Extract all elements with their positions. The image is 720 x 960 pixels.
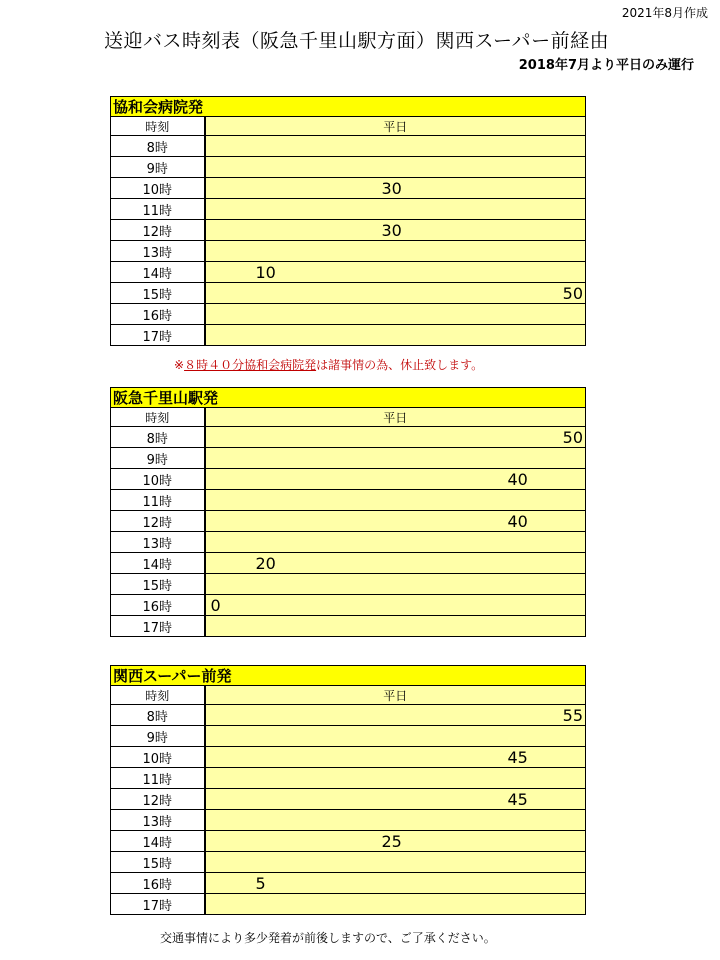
departure-cell <box>205 747 586 768</box>
departure-cell <box>205 283 586 304</box>
hour-cell: 14時 <box>111 831 205 852</box>
col-header-time: 時刻 <box>111 686 205 705</box>
table-row <box>111 852 586 873</box>
hour-cell: 15時 <box>111 852 205 873</box>
col-header-weekday: 平日 <box>205 408 586 427</box>
departure-cell <box>205 852 586 873</box>
departure-cell <box>205 304 586 325</box>
timetable-senriyama <box>110 387 586 637</box>
hour-cell: 17時 <box>111 894 205 915</box>
table-row <box>111 427 586 448</box>
header-row <box>111 408 586 427</box>
hour-cell: 14時 <box>111 262 205 283</box>
section-title: 阪急千里山駅発 <box>110 387 586 407</box>
table-row <box>111 199 586 220</box>
hour-cell: 11時 <box>111 199 205 220</box>
page-subtitle: 2018年7月より平日のみ運行 <box>518 58 694 73</box>
departure-cell <box>205 427 586 448</box>
table-row <box>111 304 586 325</box>
suspended-trip: ８時４０分協和会病院発 <box>184 358 317 372</box>
departure-cell <box>205 448 586 469</box>
hour-cell: 11時 <box>111 490 205 511</box>
departure-minute: 30 <box>381 179 402 198</box>
table-row <box>111 831 586 852</box>
col-header-time: 時刻 <box>111 117 205 136</box>
departure-cell <box>205 136 586 157</box>
table-row <box>111 262 586 283</box>
hour-cell: 17時 <box>111 325 205 346</box>
table-row <box>111 747 586 768</box>
timetable <box>110 407 586 637</box>
departure-minute: 40 <box>507 470 528 489</box>
hour-cell: 9時 <box>111 726 205 747</box>
departure-cell <box>205 325 586 346</box>
timetable <box>110 685 586 915</box>
departure-minute: 20 <box>255 554 276 573</box>
hour-cell: 16時 <box>111 873 205 894</box>
departure-cell <box>205 199 586 220</box>
table-row <box>111 469 586 490</box>
suspension-note: ※８時４０分協和会病院発は諸事情の為、休止致します。 <box>174 358 484 372</box>
section-title: 関西スーパー前発 <box>110 665 586 685</box>
table-row <box>111 283 586 304</box>
departure-cell <box>205 810 586 831</box>
departure-cell <box>205 574 586 595</box>
table-row <box>111 810 586 831</box>
created-date: 2021年8月作成 <box>621 6 708 20</box>
hour-cell: 9時 <box>111 448 205 469</box>
timetable <box>110 116 586 346</box>
table-row <box>111 574 586 595</box>
departure-cell <box>205 705 586 726</box>
hour-cell: 8時 <box>111 136 205 157</box>
departure-minute: 50 <box>562 284 583 303</box>
departure-minute: 0 <box>210 596 221 615</box>
col-header-weekday: 平日 <box>205 686 586 705</box>
departure-cell <box>205 241 586 262</box>
departure-minute: 30 <box>381 221 402 240</box>
departure-cell <box>205 157 586 178</box>
hour-cell: 12時 <box>111 511 205 532</box>
table-row <box>111 595 586 616</box>
hour-cell: 10時 <box>111 469 205 490</box>
table-row <box>111 553 586 574</box>
departure-cell <box>205 894 586 915</box>
page-title: 送迎バス時刻表（阪急千里山駅方面）関西スーパー前経由 <box>104 30 610 52</box>
departure-cell <box>205 831 586 852</box>
table-row <box>111 220 586 241</box>
hour-cell: 10時 <box>111 178 205 199</box>
table-row <box>111 178 586 199</box>
table-row <box>111 241 586 262</box>
col-header-weekday: 平日 <box>205 117 586 136</box>
hour-cell: 11時 <box>111 768 205 789</box>
departure-cell <box>205 726 586 747</box>
timetable-kyowakai <box>110 96 586 346</box>
hour-cell: 17時 <box>111 616 205 637</box>
table-row <box>111 789 586 810</box>
hour-cell: 8時 <box>111 427 205 448</box>
departure-cell <box>205 262 586 283</box>
table-row <box>111 894 586 915</box>
table-row <box>111 136 586 157</box>
timetable-kansai-super <box>110 665 586 915</box>
departure-minute: 45 <box>507 748 528 767</box>
hour-cell: 15時 <box>111 283 205 304</box>
table-row <box>111 705 586 726</box>
header-row <box>111 117 586 136</box>
departure-cell <box>205 789 586 810</box>
departure-cell <box>205 595 586 616</box>
header-row <box>111 686 586 705</box>
hour-cell: 13時 <box>111 241 205 262</box>
departure-cell <box>205 616 586 637</box>
hour-cell: 16時 <box>111 304 205 325</box>
hour-cell: 16時 <box>111 595 205 616</box>
table-row <box>111 511 586 532</box>
departure-minute: 50 <box>562 428 583 447</box>
departure-cell <box>205 553 586 574</box>
col-header-time: 時刻 <box>111 408 205 427</box>
departure-cell <box>205 768 586 789</box>
hour-cell: 8時 <box>111 705 205 726</box>
hour-cell: 13時 <box>111 532 205 553</box>
hour-cell: 10時 <box>111 747 205 768</box>
departure-minute: 55 <box>562 706 583 725</box>
departure-minute: 5 <box>255 874 266 893</box>
departure-cell <box>205 511 586 532</box>
departure-cell <box>205 469 586 490</box>
table-row <box>111 490 586 511</box>
table-row <box>111 157 586 178</box>
departure-cell <box>205 490 586 511</box>
table-row <box>111 616 586 637</box>
departure-minute: 40 <box>507 512 528 531</box>
hour-cell: 15時 <box>111 574 205 595</box>
table-row <box>111 532 586 553</box>
departure-cell <box>205 178 586 199</box>
departure-minute: 45 <box>507 790 528 809</box>
table-row <box>111 873 586 894</box>
departure-cell <box>205 220 586 241</box>
section-title: 協和会病院発 <box>110 96 586 116</box>
hour-cell: 12時 <box>111 220 205 241</box>
departure-minute: 10 <box>255 263 276 282</box>
hour-cell: 13時 <box>111 810 205 831</box>
departure-cell <box>205 532 586 553</box>
departure-minute: 25 <box>381 832 402 851</box>
traffic-note: 交通事情により多少発着が前後しますので、ご了承ください。 <box>160 931 496 945</box>
hour-cell: 9時 <box>111 157 205 178</box>
departure-cell <box>205 873 586 894</box>
hour-cell: 12時 <box>111 789 205 810</box>
table-row <box>111 325 586 346</box>
hour-cell: 14時 <box>111 553 205 574</box>
table-row <box>111 726 586 747</box>
table-row <box>111 448 586 469</box>
table-row <box>111 768 586 789</box>
